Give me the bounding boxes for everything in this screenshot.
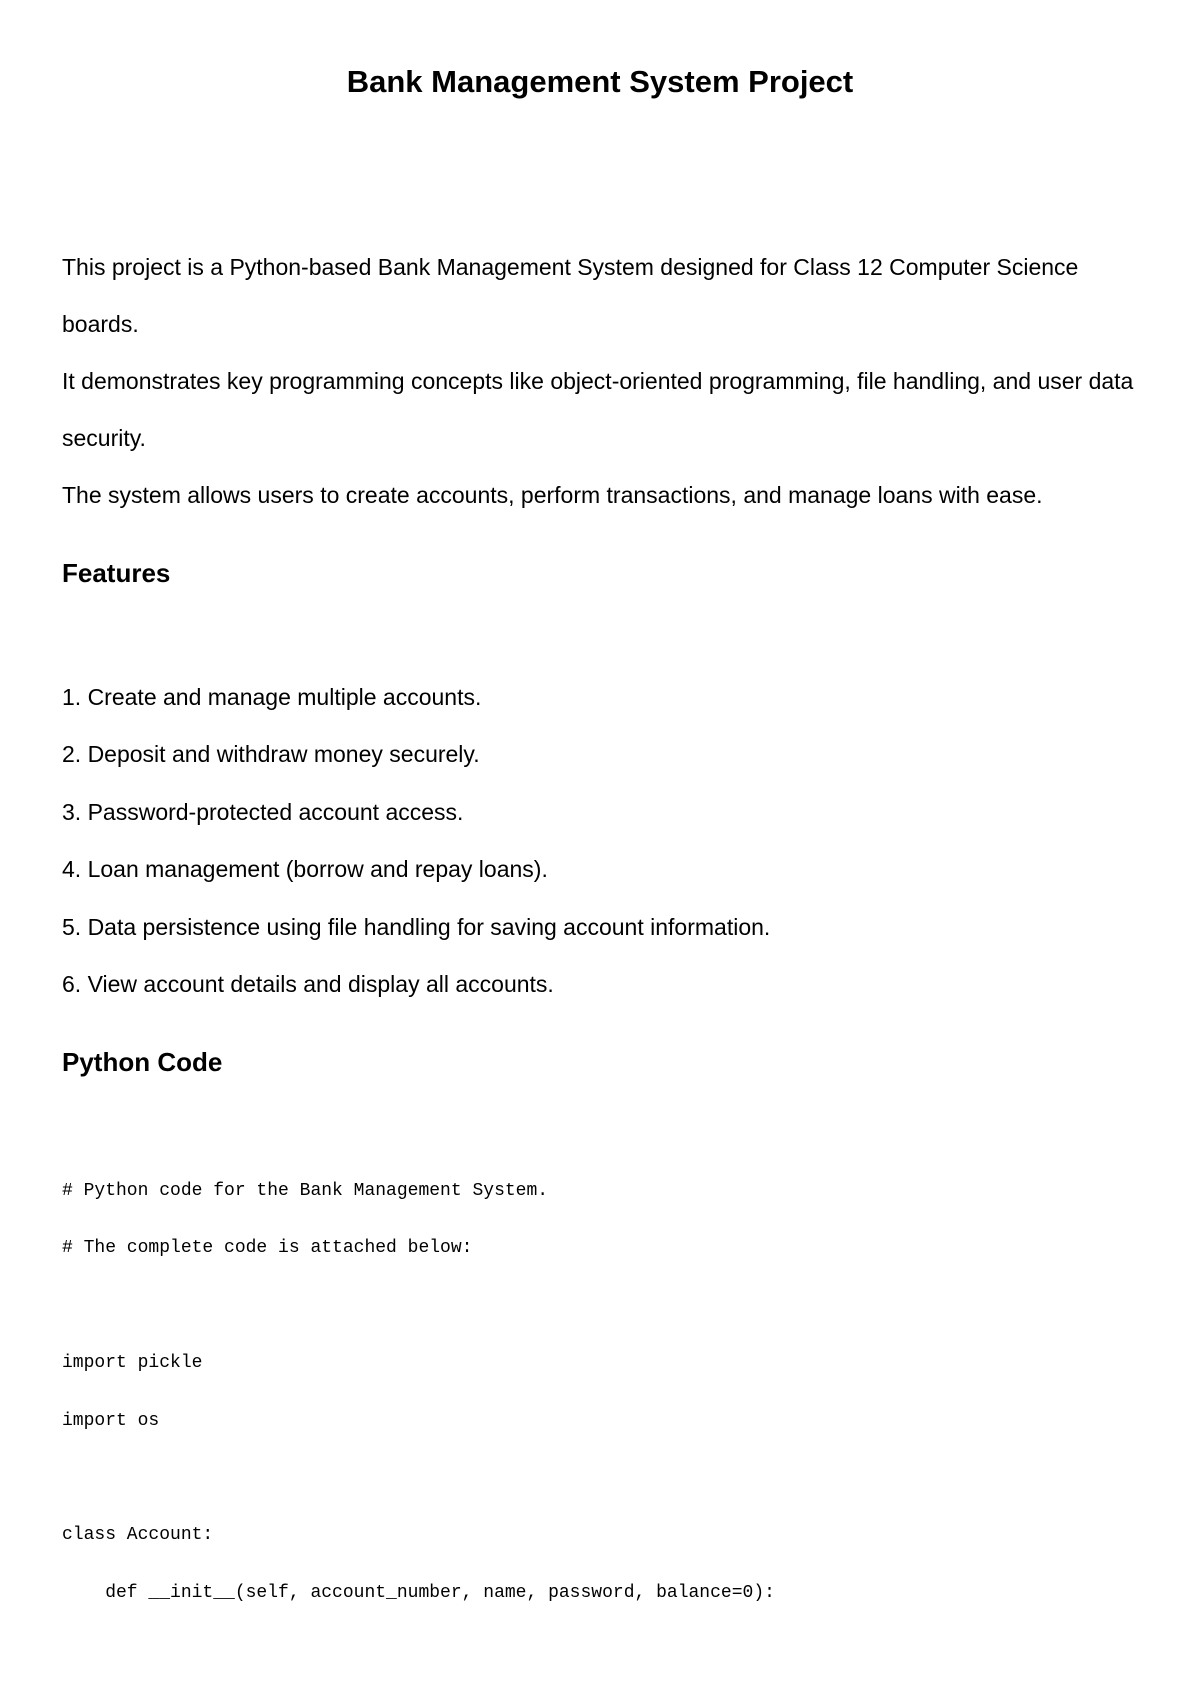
feature-item: 3. Password-protected account access. <box>62 798 464 825</box>
code-line: class Account: <box>62 1525 214 1546</box>
code-block <box>62 1163 1152 1622</box>
feature-item: 5. Data persistence using file handling for saving account information. <box>62 913 771 940</box>
code-line <box>62 1278 1152 1335</box>
features-heading: Features <box>62 558 171 588</box>
features-list <box>62 669 770 1013</box>
feature-item: 4. Loan management (borrow and repay loans). <box>62 856 548 883</box>
code-line: # The complete code is attached below: <box>62 1238 473 1259</box>
intro-section <box>62 239 1152 524</box>
code-line: # Python code for the Bank Management System. <box>62 1181 549 1201</box>
intro-paragraph: This project is a Python-based Bank Management System designed for Class 12 Computer Science boards. <box>62 254 1079 337</box>
page-title: Bank Management System Project <box>346 64 854 99</box>
feature-item: 6. View account details and display all accounts. <box>62 971 554 998</box>
code-line: def __init__(self, account_number, name, password, balance=0): <box>62 1582 775 1603</box>
intro-paragraph: The system allows users to create accounts, perform transactions, and manage loans with ease. <box>62 482 1043 508</box>
code-line <box>62 1450 1152 1507</box>
python-code-heading: Python Code <box>62 1047 223 1077</box>
feature-item: 1. Create and manage multiple accounts. <box>62 684 482 710</box>
code-line: import os <box>62 1410 160 1431</box>
code-line: import pickle <box>62 1353 203 1374</box>
feature-item: 2. Deposit and withdraw money securely. <box>62 741 480 768</box>
intro-paragraph: It demonstrates key programming concepts like object-oriented programming, file handling, and user data security. <box>62 368 1134 451</box>
